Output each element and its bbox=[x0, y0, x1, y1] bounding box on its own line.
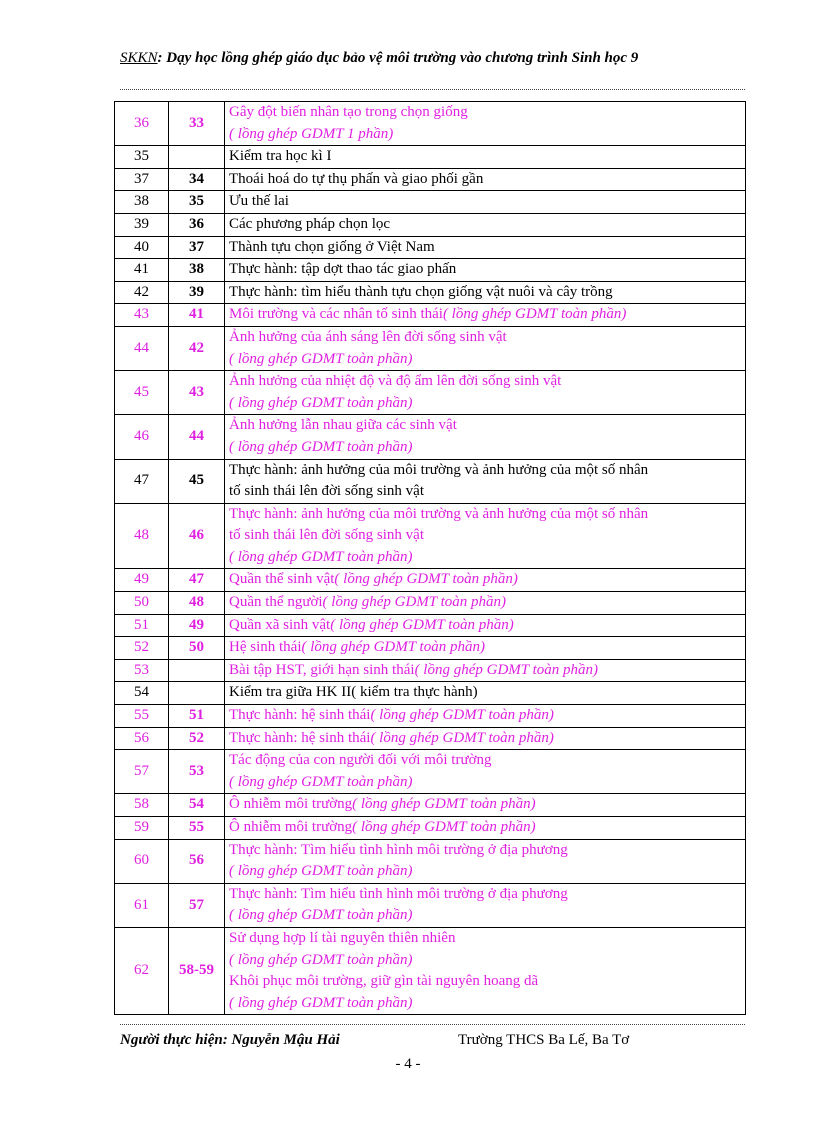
content-text: tố sinh thái lên đời sống sinh vật bbox=[229, 527, 425, 544]
content-text: ( lồng ghép GDMT toàn phần) bbox=[229, 863, 413, 880]
content-line bbox=[229, 569, 741, 591]
week-cell: 56 bbox=[115, 727, 169, 750]
curriculum-table bbox=[114, 101, 746, 1015]
content-line bbox=[229, 592, 741, 614]
table-row bbox=[115, 503, 746, 569]
integration-note: ( lồng ghép GDMT toàn phần) bbox=[370, 707, 554, 724]
content-text: Kiểm tra giữa HK II( kiểm tra thực hành) bbox=[229, 684, 478, 701]
footer-school: Trường THCS Ba Lế, Ba Tơ bbox=[458, 1032, 630, 1048]
lesson-cell: 34 bbox=[169, 168, 225, 191]
content-line bbox=[229, 124, 741, 146]
lesson-cell bbox=[169, 682, 225, 705]
page-header bbox=[120, 50, 745, 67]
content-line bbox=[229, 481, 741, 503]
content-line bbox=[229, 415, 741, 437]
lesson-cell bbox=[169, 659, 225, 682]
content-line bbox=[229, 772, 741, 794]
content-line bbox=[229, 861, 741, 883]
lesson-cell: 57 bbox=[169, 883, 225, 927]
content-cell bbox=[225, 883, 746, 927]
content-text: Thực hành: hệ sinh thái bbox=[229, 707, 371, 724]
content-cell bbox=[225, 614, 746, 637]
content-cell bbox=[225, 236, 746, 259]
content-text: Ảnh hưởng lẫn nhau giữa các sinh vật bbox=[229, 417, 457, 434]
content-cell bbox=[225, 281, 746, 304]
week-cell: 43 bbox=[115, 304, 169, 327]
week-cell: 48 bbox=[115, 503, 169, 569]
content-text: Sử dụng hợp lí tài nguyên thiên nhiên bbox=[229, 929, 456, 946]
header-label: SKKN bbox=[120, 50, 158, 66]
lesson-cell: 55 bbox=[169, 817, 225, 840]
lesson-cell: 42 bbox=[169, 326, 225, 370]
content-text: Thực hành: Tìm hiểu tình hình môi trường ở địa phương bbox=[229, 841, 568, 858]
content-line bbox=[229, 905, 741, 927]
integration-note: ( lồng ghép GDMT toàn phần) bbox=[301, 639, 485, 656]
table-row bbox=[115, 839, 746, 883]
content-cell bbox=[225, 569, 746, 592]
content-text: Ảnh hưởng của ánh sáng lên đời sống sinh vật bbox=[229, 328, 507, 345]
week-cell: 58 bbox=[115, 794, 169, 817]
content-cell bbox=[225, 682, 746, 705]
curriculum-table-body bbox=[115, 102, 746, 1015]
content-line bbox=[229, 282, 741, 304]
lesson-cell: 48 bbox=[169, 592, 225, 615]
content-text: Quần xã sinh vật bbox=[229, 616, 331, 633]
content-cell bbox=[225, 102, 746, 146]
content-line bbox=[229, 682, 741, 704]
content-text: Khôi phục môi trường, giữ gìn tài nguyên hoang dã bbox=[229, 973, 539, 990]
week-cell: 36 bbox=[115, 102, 169, 146]
table-row bbox=[115, 168, 746, 191]
lesson-cell: 38 bbox=[169, 259, 225, 282]
content-text: Ưu thế lai bbox=[229, 193, 289, 210]
content-text: ( lồng ghép GDMT 1 phần) bbox=[229, 125, 394, 142]
content-text: Hệ sinh thái bbox=[229, 639, 302, 656]
lesson-cell: 45 bbox=[169, 459, 225, 503]
content-line bbox=[229, 750, 741, 772]
content-cell bbox=[225, 839, 746, 883]
content-line bbox=[229, 504, 741, 526]
content-line bbox=[229, 993, 741, 1015]
table-row bbox=[115, 326, 746, 370]
lesson-cell: 33 bbox=[169, 102, 225, 146]
page-number: - 4 - bbox=[395, 1056, 421, 1072]
content-text: Môi trường và các nhân tố sinh thái bbox=[229, 306, 443, 323]
table-row bbox=[115, 213, 746, 236]
table-row bbox=[115, 817, 746, 840]
content-line bbox=[229, 304, 741, 326]
lesson-cell: 36 bbox=[169, 213, 225, 236]
table-row bbox=[115, 259, 746, 282]
week-cell: 45 bbox=[115, 371, 169, 415]
content-cell bbox=[225, 146, 746, 169]
content-line bbox=[229, 728, 741, 750]
content-text: Thực hành: tìm hiểu thành tựu chọn giống vật nuôi và cây trồng bbox=[229, 283, 613, 300]
content-cell bbox=[225, 817, 746, 840]
content-cell bbox=[225, 659, 746, 682]
content-line bbox=[229, 102, 741, 124]
content-text: Bài tập HST, giới hạn sinh thái bbox=[229, 661, 415, 678]
content-text: Thực hành: tập dợt thao tác giao phấn bbox=[229, 261, 457, 278]
lesson-cell: 53 bbox=[169, 750, 225, 794]
content-line bbox=[229, 191, 741, 213]
table-row bbox=[115, 102, 746, 146]
lesson-cell: 43 bbox=[169, 371, 225, 415]
content-line bbox=[229, 794, 741, 816]
week-cell: 59 bbox=[115, 817, 169, 840]
lesson-cell: 51 bbox=[169, 705, 225, 728]
content-cell bbox=[225, 794, 746, 817]
content-line bbox=[229, 169, 741, 191]
table-row bbox=[115, 794, 746, 817]
content-line bbox=[229, 950, 741, 972]
content-text: ( lồng ghép GDMT toàn phần) bbox=[229, 350, 413, 367]
table-row bbox=[115, 146, 746, 169]
content-line bbox=[229, 371, 741, 393]
content-cell bbox=[225, 213, 746, 236]
content-text: ( lồng ghép GDMT toàn phần) bbox=[229, 773, 413, 790]
content-line bbox=[229, 637, 741, 659]
author-label: Người thực hiện: bbox=[120, 1032, 228, 1048]
content-line bbox=[229, 259, 741, 281]
content-line bbox=[229, 660, 741, 682]
integration-note: ( lồng ghép GDMT toàn phần) bbox=[442, 306, 627, 323]
week-cell: 42 bbox=[115, 281, 169, 304]
content-cell bbox=[225, 459, 746, 503]
table-row bbox=[115, 236, 746, 259]
content-line bbox=[229, 615, 741, 637]
week-cell: 37 bbox=[115, 168, 169, 191]
week-cell: 41 bbox=[115, 259, 169, 282]
lesson-cell: 44 bbox=[169, 415, 225, 459]
lesson-cell: 39 bbox=[169, 281, 225, 304]
integration-note: ( lồng ghép GDMT toàn phần) bbox=[370, 729, 554, 746]
footer-author bbox=[120, 1032, 340, 1049]
table-row bbox=[115, 371, 746, 415]
table-row bbox=[115, 637, 746, 660]
content-line bbox=[229, 327, 741, 349]
lesson-cell: 41 bbox=[169, 304, 225, 327]
week-cell: 40 bbox=[115, 236, 169, 259]
content-text: Thực hành: hệ sinh thái bbox=[229, 729, 371, 746]
content-text: ( lồng ghép GDMT toàn phần) bbox=[229, 951, 413, 968]
table-row bbox=[115, 569, 746, 592]
week-cell: 46 bbox=[115, 415, 169, 459]
content-line bbox=[229, 349, 741, 371]
week-cell: 60 bbox=[115, 839, 169, 883]
table-row bbox=[115, 191, 746, 214]
content-text: Ảnh hưởng của nhiệt độ và độ ẩm lên đời sống sinh vật bbox=[229, 373, 562, 390]
content-cell bbox=[225, 750, 746, 794]
table-row bbox=[115, 705, 746, 728]
content-cell bbox=[225, 304, 746, 327]
content-text: ( lồng ghép GDMT toàn phần) bbox=[229, 438, 413, 455]
lesson-cell: 35 bbox=[169, 191, 225, 214]
author-name: Nguyễn Mậu Hải bbox=[231, 1032, 340, 1048]
lesson-cell: 46 bbox=[169, 503, 225, 569]
content-text: Ô nhiễm môi trường bbox=[229, 796, 353, 813]
content-cell bbox=[225, 592, 746, 615]
content-text: ( lồng ghép GDMT toàn phần) bbox=[229, 548, 413, 565]
table-row bbox=[115, 304, 746, 327]
lesson-cell: 54 bbox=[169, 794, 225, 817]
content-line bbox=[229, 437, 741, 459]
content-text: Thành tựu chọn giống ở Việt Nam bbox=[229, 238, 435, 255]
week-cell: 35 bbox=[115, 146, 169, 169]
content-line bbox=[229, 971, 741, 993]
table-row bbox=[115, 281, 746, 304]
content-text: Kiểm tra học kì I bbox=[229, 148, 332, 165]
content-text: Quần thể sinh vật bbox=[229, 571, 335, 588]
week-cell: 44 bbox=[115, 326, 169, 370]
content-line bbox=[229, 146, 741, 168]
content-cell bbox=[225, 727, 746, 750]
content-cell bbox=[225, 259, 746, 282]
content-line bbox=[229, 840, 741, 862]
header-dotted-rule bbox=[120, 89, 745, 90]
content-text: Thoái hoá do tự thụ phấn và giao phối gần bbox=[229, 170, 484, 187]
content-line bbox=[229, 705, 741, 727]
header-title: Dạy học lồng ghép giáo dục bảo vệ môi trường vào chương trình Sinh học 9 bbox=[166, 50, 639, 66]
integration-note: ( lồng ghép GDMT toàn phần) bbox=[352, 819, 536, 835]
week-cell: 47 bbox=[115, 459, 169, 503]
table-row bbox=[115, 883, 746, 927]
content-text: tố sinh thái lên đời sống sinh vật bbox=[229, 483, 425, 500]
table-row bbox=[115, 927, 746, 1014]
content-cell bbox=[225, 415, 746, 459]
week-cell: 54 bbox=[115, 682, 169, 705]
content-cell bbox=[225, 168, 746, 191]
content-line bbox=[229, 237, 741, 259]
content-text: Thực hành: ảnh hưởng của môi trường và ảnh hưởng của một số nhân bbox=[229, 505, 649, 522]
content-cell bbox=[225, 326, 746, 370]
lesson-cell: 50 bbox=[169, 637, 225, 660]
lesson-cell: 52 bbox=[169, 727, 225, 750]
week-cell: 55 bbox=[115, 705, 169, 728]
integration-note: ( lồng ghép GDMT toàn phần) bbox=[334, 571, 518, 588]
content-text: ( lồng ghép GDMT toàn phần) bbox=[229, 907, 413, 924]
table-row bbox=[115, 659, 746, 682]
content-text: Gây đột biến nhân tạo trong chọn giống bbox=[229, 104, 468, 120]
content-cell bbox=[225, 637, 746, 660]
content-line bbox=[229, 928, 741, 950]
lesson-cell: 56 bbox=[169, 839, 225, 883]
lesson-cell: 49 bbox=[169, 614, 225, 637]
table-row bbox=[115, 727, 746, 750]
content-cell bbox=[225, 371, 746, 415]
integration-note: ( lồng ghép GDMT toàn phần) bbox=[330, 616, 514, 633]
week-cell: 39 bbox=[115, 213, 169, 236]
content-text: Thực hành: Tìm hiểu tình hình môi trường ở địa phương bbox=[229, 885, 568, 902]
lesson-cell bbox=[169, 146, 225, 169]
week-cell: 52 bbox=[115, 637, 169, 660]
content-text: Ô nhiễm môi trường bbox=[229, 819, 353, 835]
week-cell: 50 bbox=[115, 592, 169, 615]
content-text: Các phương pháp chọn lọc bbox=[229, 215, 391, 232]
week-cell: 57 bbox=[115, 750, 169, 794]
content-cell bbox=[225, 503, 746, 569]
content-text: Thực hành: ảnh hưởng của môi trường và ảnh hưởng của một số nhân bbox=[229, 461, 649, 478]
week-cell: 51 bbox=[115, 614, 169, 637]
table-row bbox=[115, 750, 746, 794]
table-row bbox=[115, 415, 746, 459]
lesson-cell: 58-59 bbox=[169, 927, 225, 1014]
content-line bbox=[229, 460, 741, 482]
content-text: ( lồng ghép GDMT toàn phần) bbox=[229, 994, 413, 1011]
lesson-cell: 47 bbox=[169, 569, 225, 592]
content-line bbox=[229, 214, 741, 236]
content-cell bbox=[225, 191, 746, 214]
content-text: ( lồng ghép GDMT toàn phần) bbox=[229, 394, 413, 411]
content-line bbox=[229, 547, 741, 569]
content-line bbox=[229, 525, 741, 547]
integration-note: ( lồng ghép GDMT toàn phần) bbox=[352, 796, 536, 813]
table-row bbox=[115, 592, 746, 615]
week-cell: 53 bbox=[115, 659, 169, 682]
content-text: Quần thể người bbox=[229, 594, 323, 611]
table-row bbox=[115, 614, 746, 637]
content-line bbox=[229, 393, 741, 415]
content-line bbox=[229, 884, 741, 906]
content-cell bbox=[225, 927, 746, 1014]
week-cell: 62 bbox=[115, 927, 169, 1014]
week-cell: 38 bbox=[115, 191, 169, 214]
content-line bbox=[229, 817, 741, 839]
table-row bbox=[115, 682, 746, 705]
week-cell: 49 bbox=[115, 569, 169, 592]
lesson-cell: 37 bbox=[169, 236, 225, 259]
content-cell bbox=[225, 705, 746, 728]
week-cell: 61 bbox=[115, 883, 169, 927]
integration-note: ( lồng ghép GDMT toàn phần) bbox=[322, 594, 507, 611]
integration-note: ( lồng ghép GDMT toàn phần) bbox=[414, 661, 599, 678]
content-text: Tác động của con người đối với môi trường bbox=[229, 752, 492, 769]
table-row bbox=[115, 459, 746, 503]
footer-dotted-rule bbox=[120, 1024, 745, 1025]
header-colon: : bbox=[157, 50, 167, 66]
